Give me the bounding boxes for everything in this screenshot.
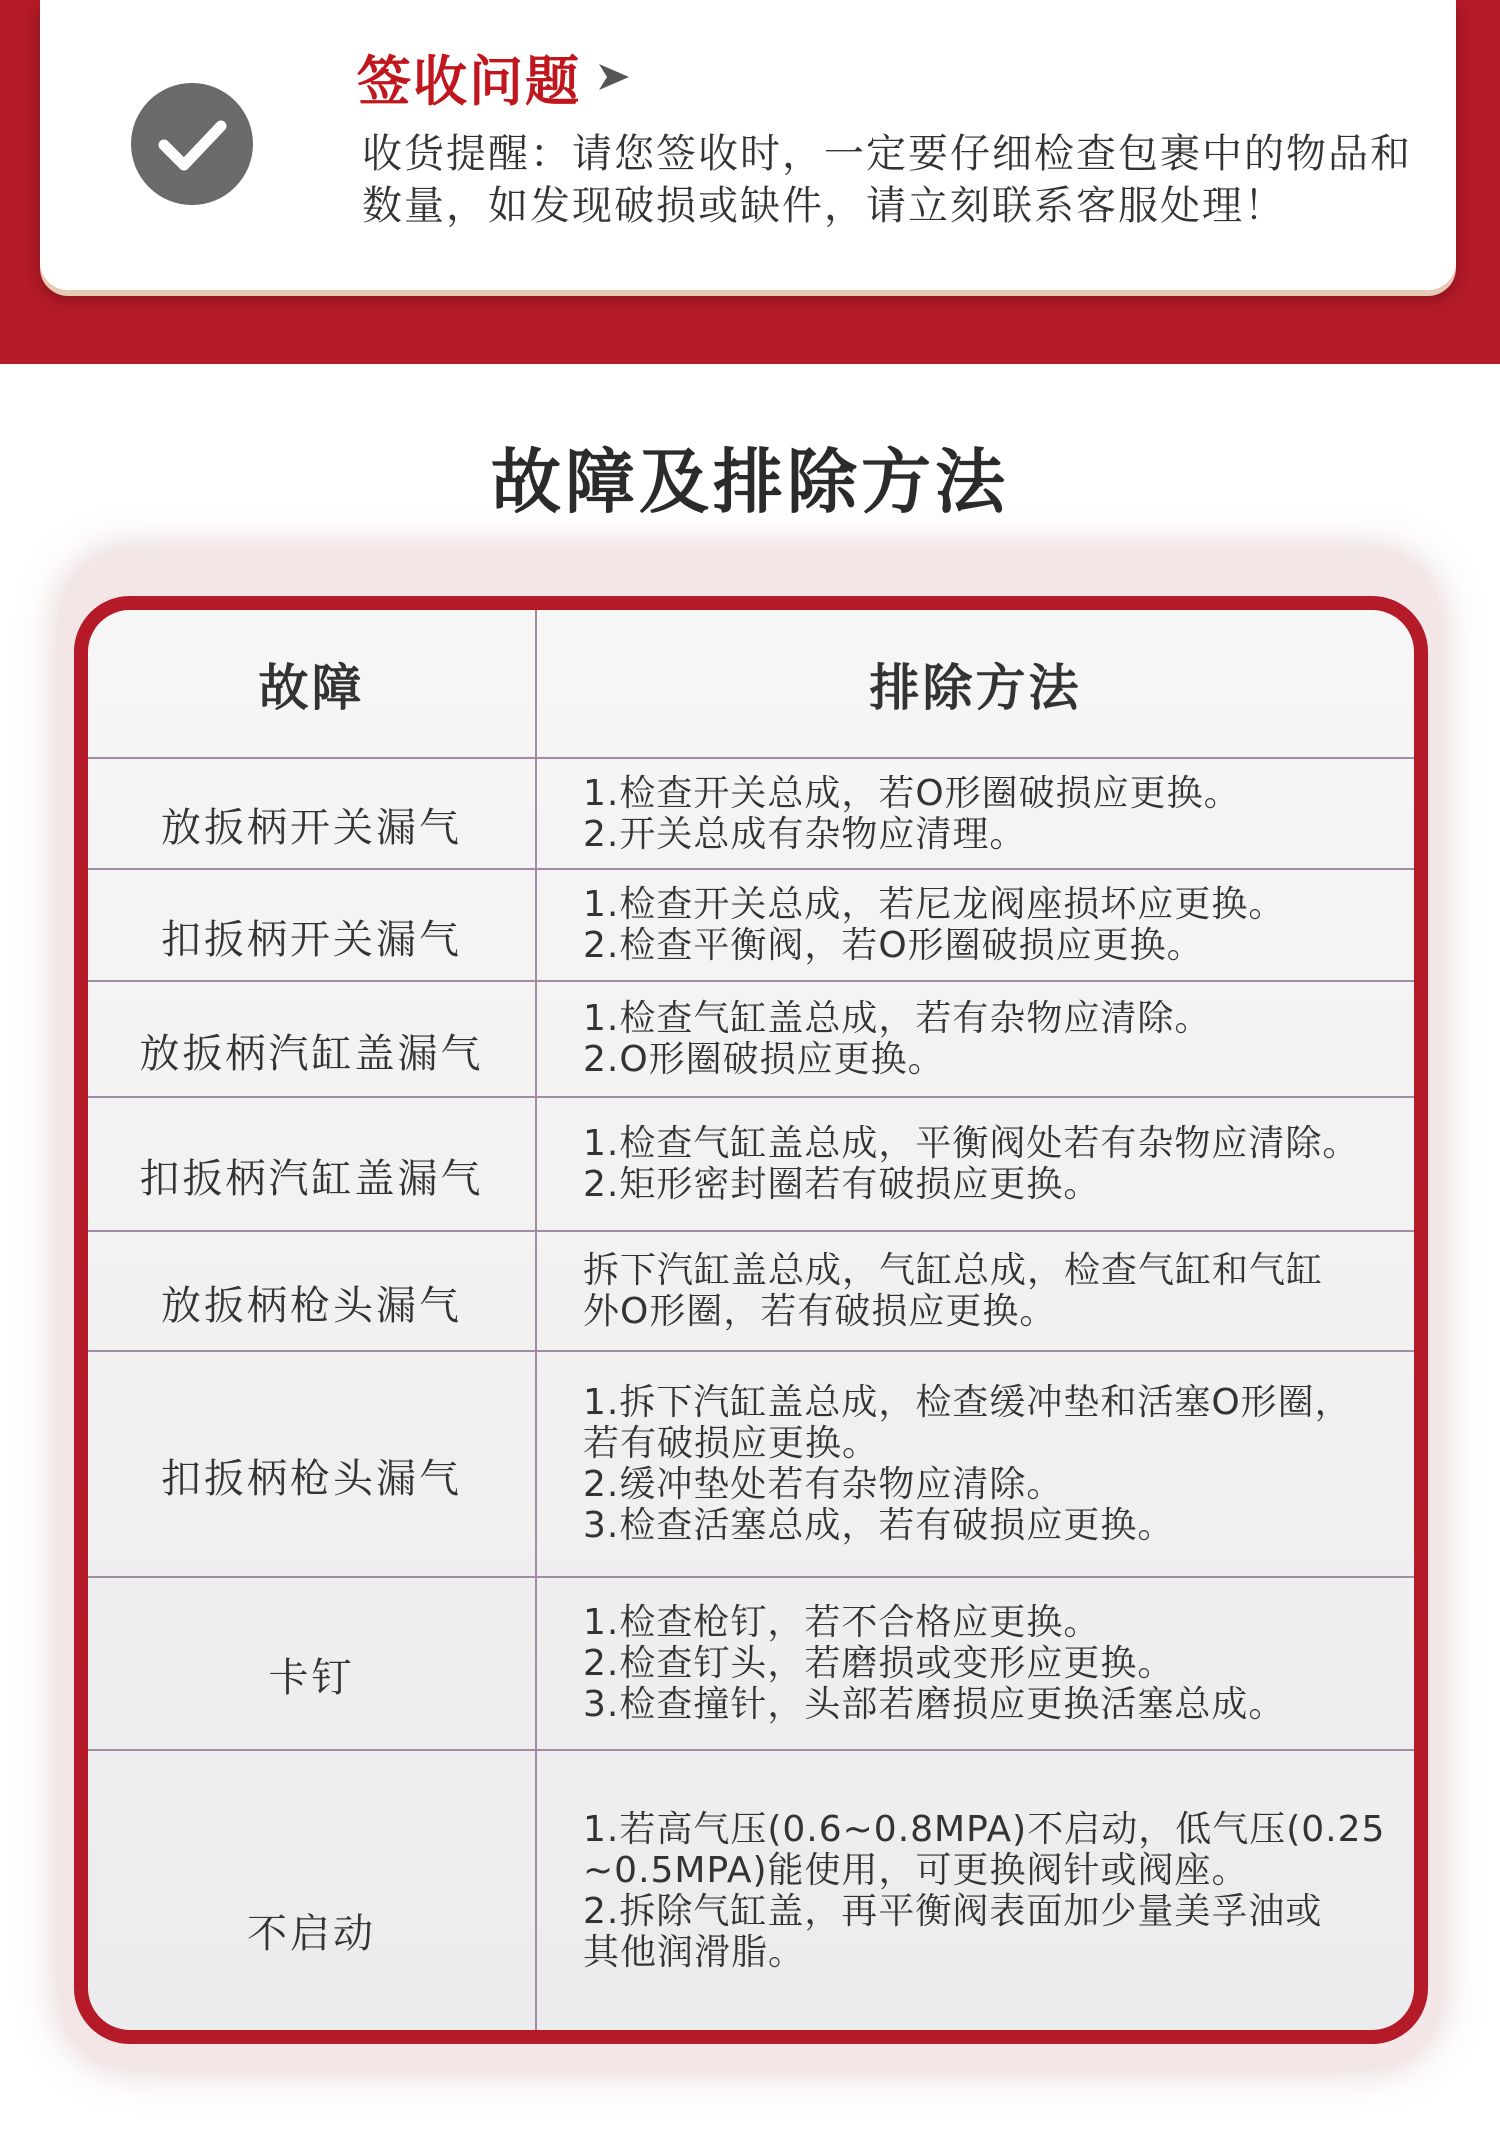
fault-table-frame	[74, 596, 1428, 2044]
fault-table	[88, 610, 1414, 2030]
remedy-line: 2.矩形密封圈若有破损应更换。	[583, 1164, 1101, 1205]
remedy-line: 外O形圈，若有破损应更换。	[583, 1291, 1057, 1332]
table-row	[88, 758, 1414, 869]
remedy-line: ~0.5MPA)能使用，可更换阀针或阀座。	[583, 1849, 1249, 1891]
receipt-notice-card	[40, 0, 1456, 290]
remedy-line: 若有破损应更换。	[583, 1423, 880, 1464]
remedy-line: 2.开关总成有杂物应清理。	[583, 813, 1027, 855]
remedy-cell	[536, 1097, 1414, 1231]
remedy-line: 其他润滑脂。	[583, 1931, 806, 1973]
fault-cell: 扣扳柄枪头漏气	[88, 1351, 536, 1577]
section-title: 故障及排除方法	[491, 441, 1009, 523]
fault-cell: 不启动	[88, 1750, 536, 2030]
table-row	[88, 1577, 1414, 1750]
table-row	[88, 1231, 1414, 1351]
fault-cell: 卡钉	[88, 1577, 536, 1750]
table-row	[88, 1351, 1414, 1577]
header-remedy: 排除方法	[536, 610, 1414, 758]
table-row	[88, 869, 1414, 981]
remedy-line: 2.检查钉头，若磨损或变形应更换。	[583, 1643, 1175, 1684]
notice-title: 签收问题	[357, 49, 581, 113]
remedy-line: 1.检查气缸盖总成，若有杂物应清除。	[583, 998, 1212, 1039]
check-circle-icon	[131, 83, 253, 205]
remedy-cell	[536, 981, 1414, 1097]
arrow-right-icon	[597, 60, 631, 94]
remedy-line: 拆下汽缸盖总成，气缸总成，检查气缸和气缸	[583, 1250, 1324, 1291]
remedy-cell	[536, 1231, 1414, 1351]
remedy-line: 2.O形圈破损应更换。	[583, 1039, 945, 1080]
table-row	[88, 1750, 1414, 2030]
fault-cell: 放扳柄汽缸盖漏气	[88, 981, 536, 1097]
fault-cell: 放扳柄开关漏气	[88, 758, 536, 869]
remedy-cell	[536, 1750, 1414, 2030]
remedy-line: 1.若高气压(0.6~0.8MPA)不启动，低气压(0.25	[583, 1808, 1386, 1850]
header-fault: 故障	[88, 610, 536, 758]
remedy-cell	[536, 758, 1414, 869]
remedy-line: 1.拆下汽缸盖总成，检查缓冲垫和活塞O形圈，	[583, 1382, 1352, 1423]
table-row	[88, 981, 1414, 1097]
remedy-line: 1.检查枪钉，若不合格应更换。	[583, 1602, 1101, 1643]
fault-cell: 扣扳柄汽缸盖漏气	[88, 1097, 536, 1231]
notice-text-line-1: 收货提醒：请您签收时，一定要仔细检查包裹中的物品和	[362, 131, 1412, 177]
remedy-line: 2.检查平衡阀，若O形圈破损应更换。	[583, 925, 1204, 966]
remedy-line: 1.检查开关总成，若尼龙阀座损坏应更换。	[583, 884, 1286, 925]
remedy-cell	[536, 869, 1414, 981]
fault-cell: 放扳柄枪头漏气	[88, 1231, 536, 1351]
notice-text	[362, 128, 1452, 232]
table-row	[88, 1097, 1414, 1231]
table-header-row	[88, 610, 1414, 758]
remedy-cell	[536, 1351, 1414, 1577]
remedy-line: 2.拆除气缸盖，再平衡阀表面加少量美孚油或	[583, 1890, 1323, 1932]
notice-title-row[interactable]	[357, 42, 631, 112]
remedy-line: 2.缓冲垫处若有杂物应清除。	[583, 1464, 1064, 1505]
remedy-line: 1.检查开关总成，若O形圈破损应更换。	[583, 772, 1241, 814]
notice-text-line-2: 数量，如发现破损或缺件，请立刻联系客服处理！	[362, 183, 1286, 229]
remedy-line: 3.检查活塞总成，若有破损应更换。	[583, 1505, 1175, 1546]
remedy-line: 3.检查撞针，头部若磨损应更换活塞总成。	[583, 1684, 1286, 1725]
fault-cell: 扣扳柄开关漏气	[88, 869, 536, 981]
remedy-line: 1.检查气缸盖总成，平衡阀处若有杂物应清除。	[583, 1123, 1360, 1164]
remedy-cell	[536, 1577, 1414, 1750]
